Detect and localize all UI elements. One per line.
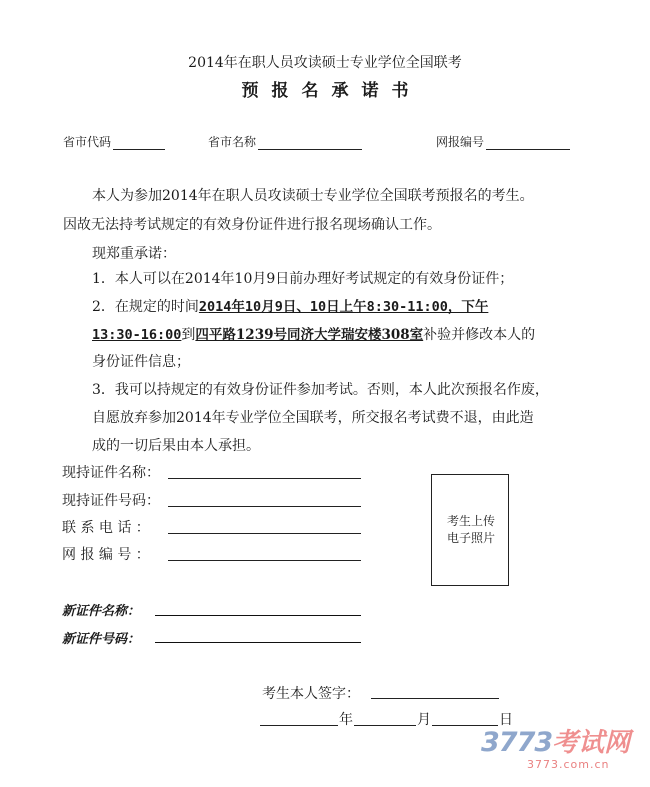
photo-caption-line-1: 考生上传: [446, 514, 495, 528]
month-label: 月: [417, 712, 431, 728]
province-code-label: 省市代码: [63, 135, 112, 149]
new-id-name-label: 新证件名称：: [62, 604, 141, 619]
reg-no-label: 网报编号: [436, 135, 485, 149]
pledge-item-1: 1．本人可以在2014年10月9日前办理好考试规定的有效身份证件；: [92, 271, 514, 287]
new-id-number-label: 新证件号码：: [62, 632, 141, 647]
new-id-name-input[interactable]: [155, 615, 361, 616]
year-label: 年: [339, 712, 353, 728]
year-input[interactable]: [260, 725, 338, 726]
province-name-label: 省市名称: [208, 135, 257, 149]
day-label: 日: [499, 712, 513, 728]
reg-number-label: 网 报 编 号 ：: [62, 547, 150, 563]
item2-prefix: 2．在规定的时间: [92, 299, 199, 315]
watermark-logo: [481, 722, 630, 759]
id-number-input[interactable]: [168, 506, 361, 507]
item2-time-1: 2014年10月9日、10日上午8:30-11:00，下午: [198, 299, 489, 315]
id-name-label: 现持证件名称：: [62, 465, 160, 481]
photo-caption-line-2: 电子照片: [446, 531, 495, 545]
watermark-logo-text: 考试网: [552, 728, 631, 758]
signature-label: 考生本人签字：: [262, 686, 360, 702]
signature-input[interactable]: [371, 698, 499, 699]
phone-label: 联 系 电 话 ：: [62, 520, 150, 536]
intro-line-1: 本人为参加2014年在职人员攻读硕士专业学位全国联考预报名的考生。: [92, 188, 534, 204]
pledge-item-3-line-1: 3．我可以持规定的有效身份证件参加考试。否则，本人此次预报名作废，: [92, 382, 549, 398]
pledge-item-3-line-3: 成的一切后果由本人承担。: [92, 438, 260, 454]
pledge-item-2-line-3: 身份证件信息；: [92, 354, 190, 370]
watermark-logo-number: 3773: [481, 727, 553, 758]
pledge-heading: 现郑重承诺：: [92, 246, 176, 262]
document-subtitle: 预报名承诺书: [241, 81, 422, 101]
item2-to: 到: [181, 327, 196, 343]
pledge-item-3-line-2: 自愿放弃参加2014年专业学位全国联考，所交报名考试费不退，由此造: [92, 410, 534, 426]
province-code-blank: [113, 135, 165, 150]
month-input[interactable]: [354, 725, 416, 726]
photo-upload-box[interactable]: [431, 474, 509, 586]
pledge-item-2-line-2: [92, 323, 535, 344]
province-name-field: [208, 133, 362, 150]
reg-no-blank: [486, 135, 570, 150]
item2-time-2: 13:30-16:00: [92, 327, 182, 343]
item2-suffix: 补验并修改本人的: [423, 327, 536, 343]
photo-box-caption: [432, 513, 510, 547]
item2-location: 四平路1239号同济大学瑞安楼308室: [195, 327, 424, 343]
id-name-input[interactable]: [168, 478, 361, 479]
province-name-blank: [258, 135, 362, 150]
pledge-item-2-line-1: [92, 295, 488, 316]
id-number-label: 现持证件号码：: [62, 493, 160, 509]
new-id-number-input[interactable]: [155, 642, 361, 643]
reg-no-field: [436, 133, 570, 150]
reg-number-input[interactable]: [168, 560, 361, 561]
intro-line-2: 因故无法持考试规定的有效身份证件进行报名现场确认工作。: [63, 217, 441, 233]
phone-input[interactable]: [168, 533, 361, 534]
province-code-field: [63, 133, 165, 150]
document-title: 2014年在职人员攻读硕士专业学位全国联考: [188, 55, 462, 71]
watermark-domain: 3773.com.cn: [527, 758, 610, 771]
